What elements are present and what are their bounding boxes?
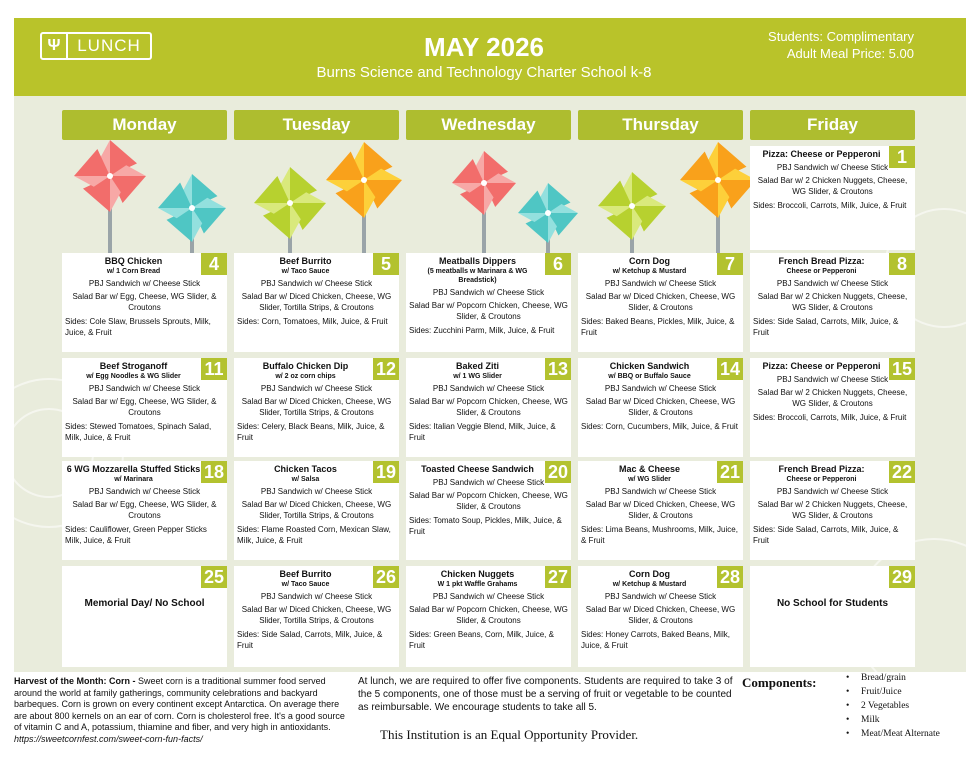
meal-price	[768, 28, 914, 62]
day-header-friday: Friday	[750, 110, 915, 140]
equal-opportunity-statement: This Institution is an Equal Opportunity Provider.	[380, 727, 639, 742]
menu-day-cell	[234, 358, 399, 457]
alternate-option: PBJ Sandwich w/ Cheese Stick	[776, 487, 889, 496]
sides-list: Sides: Side Salad, Carrots, Milk, Juice, & Fruit	[753, 317, 899, 337]
entree-title: Corn Dog	[629, 569, 670, 579]
reimbursable-note: At lunch, we are required to offer five components. Students are required to take 3 of the 5 components, one of those must be a serving of fruit or vegetable to be counted as reimbursable. We encourage students to take all 5.	[358, 676, 733, 713]
entree-detail: Cheese or Pepperoni	[786, 268, 857, 275]
alternate-option: PBJ Sandwich w/ Cheese Stick	[604, 279, 717, 288]
salad-bar-option: Salad Bar w/ Diced Chicken, Cheese, WG Slider, & Croutons	[585, 605, 736, 625]
salad-bar-option: Salad Bar w/ Diced Chicken, Cheese, WG Slider, & Croutons	[585, 292, 736, 312]
entree-title: French Bread Pizza:	[778, 464, 865, 474]
component-item: • Meat/Meat Alternate	[846, 727, 940, 741]
menu-day-cell	[578, 253, 743, 352]
entree-title: Chicken Tacos	[274, 464, 337, 474]
date-badge: 20	[545, 461, 571, 483]
menu-day-cell	[234, 566, 399, 667]
alternate-option: PBJ Sandwich w/ Cheese Stick	[604, 384, 717, 393]
component-item: • 2 Vegetables	[846, 699, 940, 713]
salad-bar-option: Salad Bar w/ 2 Chicken Nuggets, Cheese, WG Slider, & Croutons	[757, 176, 908, 196]
entree-title: Meatballs Dippers	[438, 256, 517, 266]
sides-list: Sides: Zucchini Parm, Milk, Juice, & Fruit	[409, 326, 555, 335]
date-badge: 15	[889, 358, 915, 380]
sides-list: Sides: Honey Carrots, Baked Beans, Milk, Juice, & Fruit	[581, 630, 730, 650]
harvest-of-the-month	[14, 676, 354, 745]
salad-bar-option: Salad Bar w/ 2 Chicken Nuggets, Cheese, WG Slider, & Croutons	[757, 388, 908, 408]
salad-bar-option: Salad Bar w/ Egg, Cheese, WG Slider, & Croutons	[72, 500, 217, 520]
month-title: MAY 2026	[424, 32, 544, 62]
menu-day-cell	[578, 566, 743, 667]
entree-title: Pizza: Cheese or Pepperoni	[762, 361, 881, 371]
sides-list: Sides: Italian Veggie Blend, Milk, Juice, & Fruit	[409, 422, 556, 442]
sides-list: Sides: Corn, Tomatoes, Milk, Juice, & Fruit	[237, 317, 388, 326]
date-badge: 1	[889, 146, 915, 168]
entree-detail: Cheese or Pepperoni	[786, 476, 857, 483]
menu-day-cell	[406, 566, 571, 667]
salad-bar-option: Salad Bar w/ Diced Chicken, Cheese, WG Slider, Tortilla Strips, & Croutons	[241, 292, 392, 312]
menu-day-cell	[406, 358, 571, 457]
menu-day-cell	[62, 253, 227, 352]
salad-bar-option: Salad Bar w/ Popcorn Chicken, Cheese, WG Slider, & Croutons	[409, 605, 568, 625]
sides-list: Sides: Stewed Tomatoes, Spinach Salad, Milk, Juice, & Fruit	[65, 422, 212, 442]
sides-list: Sides: Broccoli, Carrots, Milk, Juice, & Fruit	[753, 413, 907, 422]
salad-bar-option: Salad Bar w/ Diced Chicken, Cheese, WG Slider, & Croutons	[585, 397, 736, 417]
salad-bar-option: Salad Bar w/ 2 Chicken Nuggets, Cheese, WG Slider, & Croutons	[757, 292, 908, 312]
sides-list: Sides: Tomato Soup, Pickles, Milk, Juice, & Fruit	[409, 516, 562, 536]
entree-detail: w/ Marinara	[114, 476, 153, 483]
alternate-option: PBJ Sandwich w/ Cheese Stick	[260, 592, 373, 601]
entree-title: 6 WG Mozzarella Stuffed Sticks	[66, 464, 201, 474]
entree-detail: w/ WG Slider	[628, 476, 671, 483]
entree-title: Baked Ziti	[455, 361, 499, 371]
alternate-option: PBJ Sandwich w/ Cheese Stick	[432, 288, 545, 297]
component-item: • Fruit/Juice	[846, 685, 940, 699]
alternate-option: PBJ Sandwich w/ Cheese Stick	[88, 487, 201, 496]
entree-detail: (5 meatballs w Marinara & WG Breadstick)	[427, 268, 528, 284]
menu-day-cell	[750, 461, 915, 560]
day-header-monday: Monday	[62, 110, 227, 140]
menu-day-cell	[234, 461, 399, 560]
harvest-text: Sweet corn is a traditional summer food served around the world at family gatherings, community celebrations and backyard barbeques. Corn is grown on every continent except Antarctica. On average there are about 800 kernels on an ear of corn. Corn is cholesterol free. It's a good source of vitamin C and A, potassium, thiamine and fiber, and very high in antioxidants.	[14, 676, 345, 732]
entree-detail: w/ 2 oz corn chips	[275, 373, 336, 380]
sides-list: Sides: Corn, Cucumbers, Milk, Juice, & Fruit	[581, 422, 738, 431]
adult-price: Adult Meal Price: 5.00	[786, 46, 914, 61]
date-badge: 21	[717, 461, 743, 483]
sides-list: Sides: Green Beans, Corn, Milk, Juice, & Fruit	[409, 630, 554, 650]
salad-bar-option: Salad Bar w/ Egg, Cheese, WG Slider, & Croutons	[72, 397, 217, 417]
date-badge: 12	[373, 358, 399, 380]
sides-list: Sides: Side Salad, Carrots, Milk, Juice, & Fruit	[753, 525, 899, 545]
entree-title: Corn Dog	[629, 256, 670, 266]
entree-detail: w/ 1 WG Slider	[453, 373, 502, 380]
date-badge: 14	[717, 358, 743, 380]
alternate-option: PBJ Sandwich w/ Cheese Stick	[604, 487, 717, 496]
alternate-option: PBJ Sandwich w/ Cheese Stick	[776, 163, 889, 172]
salad-bar-option: Salad Bar w/ Popcorn Chicken, Cheese, WG Slider, & Croutons	[409, 397, 568, 417]
entree-title: Toasted Cheese Sandwich	[421, 464, 534, 474]
sides-list: Sides: Side Salad, Carrots, Milk, Juice, & Fruit	[237, 630, 383, 650]
date-badge: 7	[717, 253, 743, 275]
salad-bar-option: Salad Bar w/ Diced Chicken, Cheese, WG Slider, Tortilla Strips, & Croutons	[241, 397, 392, 417]
sides-list: Sides: Cauliflower, Green Pepper Sticks Milk, Juice, & Fruit	[65, 525, 207, 545]
entree-detail: w/ Salsa	[291, 476, 320, 483]
menu-day-cell	[406, 461, 571, 560]
date-badge: 22	[889, 461, 915, 483]
alternate-option: PBJ Sandwich w/ Cheese Stick	[776, 279, 889, 288]
entree-title: Pizza: Cheese or Pepperoni	[762, 149, 881, 159]
alternate-option: PBJ Sandwich w/ Cheese Stick	[776, 375, 889, 384]
sides-list: Sides: Flame Roasted Corn, Mexican Slaw, Milk, Juice, & Fruit	[237, 525, 391, 545]
fork-icon: Ψ	[42, 34, 68, 58]
date-badge: 4	[201, 253, 227, 275]
menu-day-cell	[578, 461, 743, 560]
sides-list: Sides: Broccoli, Carrots, Milk, Juice, & Fruit	[753, 201, 907, 210]
entree-detail: w/ 1 Corn Bread	[106, 268, 161, 275]
entree-detail: w/ Taco Sauce	[281, 268, 330, 275]
salad-bar-option: Salad Bar w/ Diced Chicken, Cheese, WG Slider, Tortilla Strips, & Croutons	[241, 605, 392, 625]
header-banner	[14, 18, 966, 96]
menu-day-cell	[62, 461, 227, 560]
alternate-option: PBJ Sandwich w/ Cheese Stick	[260, 384, 373, 393]
sides-list: Sides: Lima Beans, Mushrooms, Milk, Juice, & Fruit	[581, 525, 738, 545]
menu-day-cell	[750, 253, 915, 352]
menu-day-cell	[750, 358, 915, 457]
alternate-option: PBJ Sandwich w/ Cheese Stick	[260, 487, 373, 496]
menu-day-cell	[234, 253, 399, 352]
no-school-notice: Memorial Day/ No School	[84, 598, 205, 609]
component-item: • Bread/grain	[846, 671, 940, 685]
alternate-option: PBJ Sandwich w/ Cheese Stick	[432, 478, 545, 487]
date-badge: 28	[717, 566, 743, 588]
alternate-option: PBJ Sandwich w/ Cheese Stick	[604, 592, 717, 601]
entree-title: Chicken Nuggets	[440, 569, 515, 579]
entree-title: BBQ Chicken	[104, 256, 163, 266]
menu-day-cell	[578, 358, 743, 457]
logo-text: LUNCH	[77, 36, 141, 55]
entree-title: Chicken Sandwich	[609, 361, 690, 371]
students-price: Students: Complimentary	[768, 29, 914, 44]
entree-detail: w/ Taco Sauce	[281, 581, 330, 588]
date-badge: 8	[889, 253, 915, 275]
date-badge: 27	[545, 566, 571, 588]
no-school-notice: No School for Students	[776, 598, 889, 609]
sides-list: Sides: Celery, Black Beans, Milk, Juice, & Fruit	[237, 422, 385, 442]
components-title: Components:	[742, 675, 817, 690]
date-badge: 13	[545, 358, 571, 380]
menu-page	[14, 18, 966, 672]
entree-title: Mac & Cheese	[618, 464, 681, 474]
components-list	[846, 671, 940, 741]
entree-detail: w/ Ketchup & Mustard	[612, 581, 687, 588]
alternate-option: PBJ Sandwich w/ Cheese Stick	[260, 279, 373, 288]
entree-title: Beef Burrito	[279, 256, 332, 266]
day-header-wednesday: Wednesday	[406, 110, 571, 140]
day-header-tuesday: Tuesday	[234, 110, 399, 140]
day-header-thursday: Thursday	[578, 110, 743, 140]
date-badge: 5	[373, 253, 399, 275]
school-name: Burns Science and Technology Charter School k-8	[316, 64, 652, 81]
alternate-option: PBJ Sandwich w/ Cheese Stick	[432, 592, 545, 601]
date-badge: 26	[373, 566, 399, 588]
date-badge: 19	[373, 461, 399, 483]
entree-title: Beef Burrito	[279, 569, 332, 579]
entree-detail: w/ Egg Noodles & WG Slider	[86, 373, 181, 380]
menu-day-cell	[750, 146, 915, 250]
alternate-option: PBJ Sandwich w/ Cheese Stick	[432, 384, 545, 393]
menu-day-cell	[406, 253, 571, 352]
menu-day-cell	[62, 358, 227, 457]
date-badge: 25	[201, 566, 227, 588]
alternate-option: PBJ Sandwich w/ Cheese Stick	[88, 384, 201, 393]
salad-bar-option: Salad Bar w/ Popcorn Chicken, Cheese, WG Slider, & Croutons	[409, 491, 568, 511]
sides-list: Sides: Cole Slaw, Brussels Sprouts, Milk, Juice, & Fruit	[65, 317, 211, 337]
alternate-option: PBJ Sandwich w/ Cheese Stick	[88, 279, 201, 288]
date-badge: 11	[201, 358, 227, 380]
salad-bar-option: Salad Bar w/ Popcorn Chicken, Cheese, WG Slider, & Croutons	[409, 301, 568, 321]
component-item: • Milk	[846, 713, 940, 727]
salad-bar-option: Salad Bar w/ 2 Chicken Nuggets, Cheese, WG Slider, & Croutons	[757, 500, 908, 520]
date-badge: 18	[201, 461, 227, 483]
entree-detail: W 1 pkt Waffle Grahams	[437, 581, 518, 588]
entree-detail: w/ Ketchup & Mustard	[612, 268, 687, 275]
salad-bar-option: Salad Bar w/ Diced Chicken, Cheese, WG Slider, & Croutons	[585, 500, 736, 520]
salad-bar-option: Salad Bar w/ Egg, Cheese, WG Slider, & Croutons	[72, 292, 217, 312]
entree-title: Beef Stroganoff	[99, 361, 168, 371]
harvest-label: Harvest of the Month: Corn -	[14, 676, 138, 686]
salad-bar-option: Salad Bar w/ Diced Chicken, Cheese, WG Slider, Tortilla Strips, & Croutons	[241, 500, 392, 520]
entree-detail: w/ BBQ or Buffalo Sauce	[608, 373, 691, 380]
menu-day-cell	[62, 566, 227, 667]
entree-title: Buffalo Chicken Dip	[262, 361, 349, 371]
entree-title: French Bread Pizza:	[778, 256, 865, 266]
sides-list: Sides: Baked Beans, Pickles, Milk, Juice, & Fruit	[581, 317, 735, 337]
menu-day-cell	[750, 566, 915, 667]
date-badge: 6	[545, 253, 571, 275]
date-badge: 29	[889, 566, 915, 588]
harvest-link[interactable]: https://sweetcornfest.com/sweet-corn-fun-facts/	[14, 733, 203, 744]
